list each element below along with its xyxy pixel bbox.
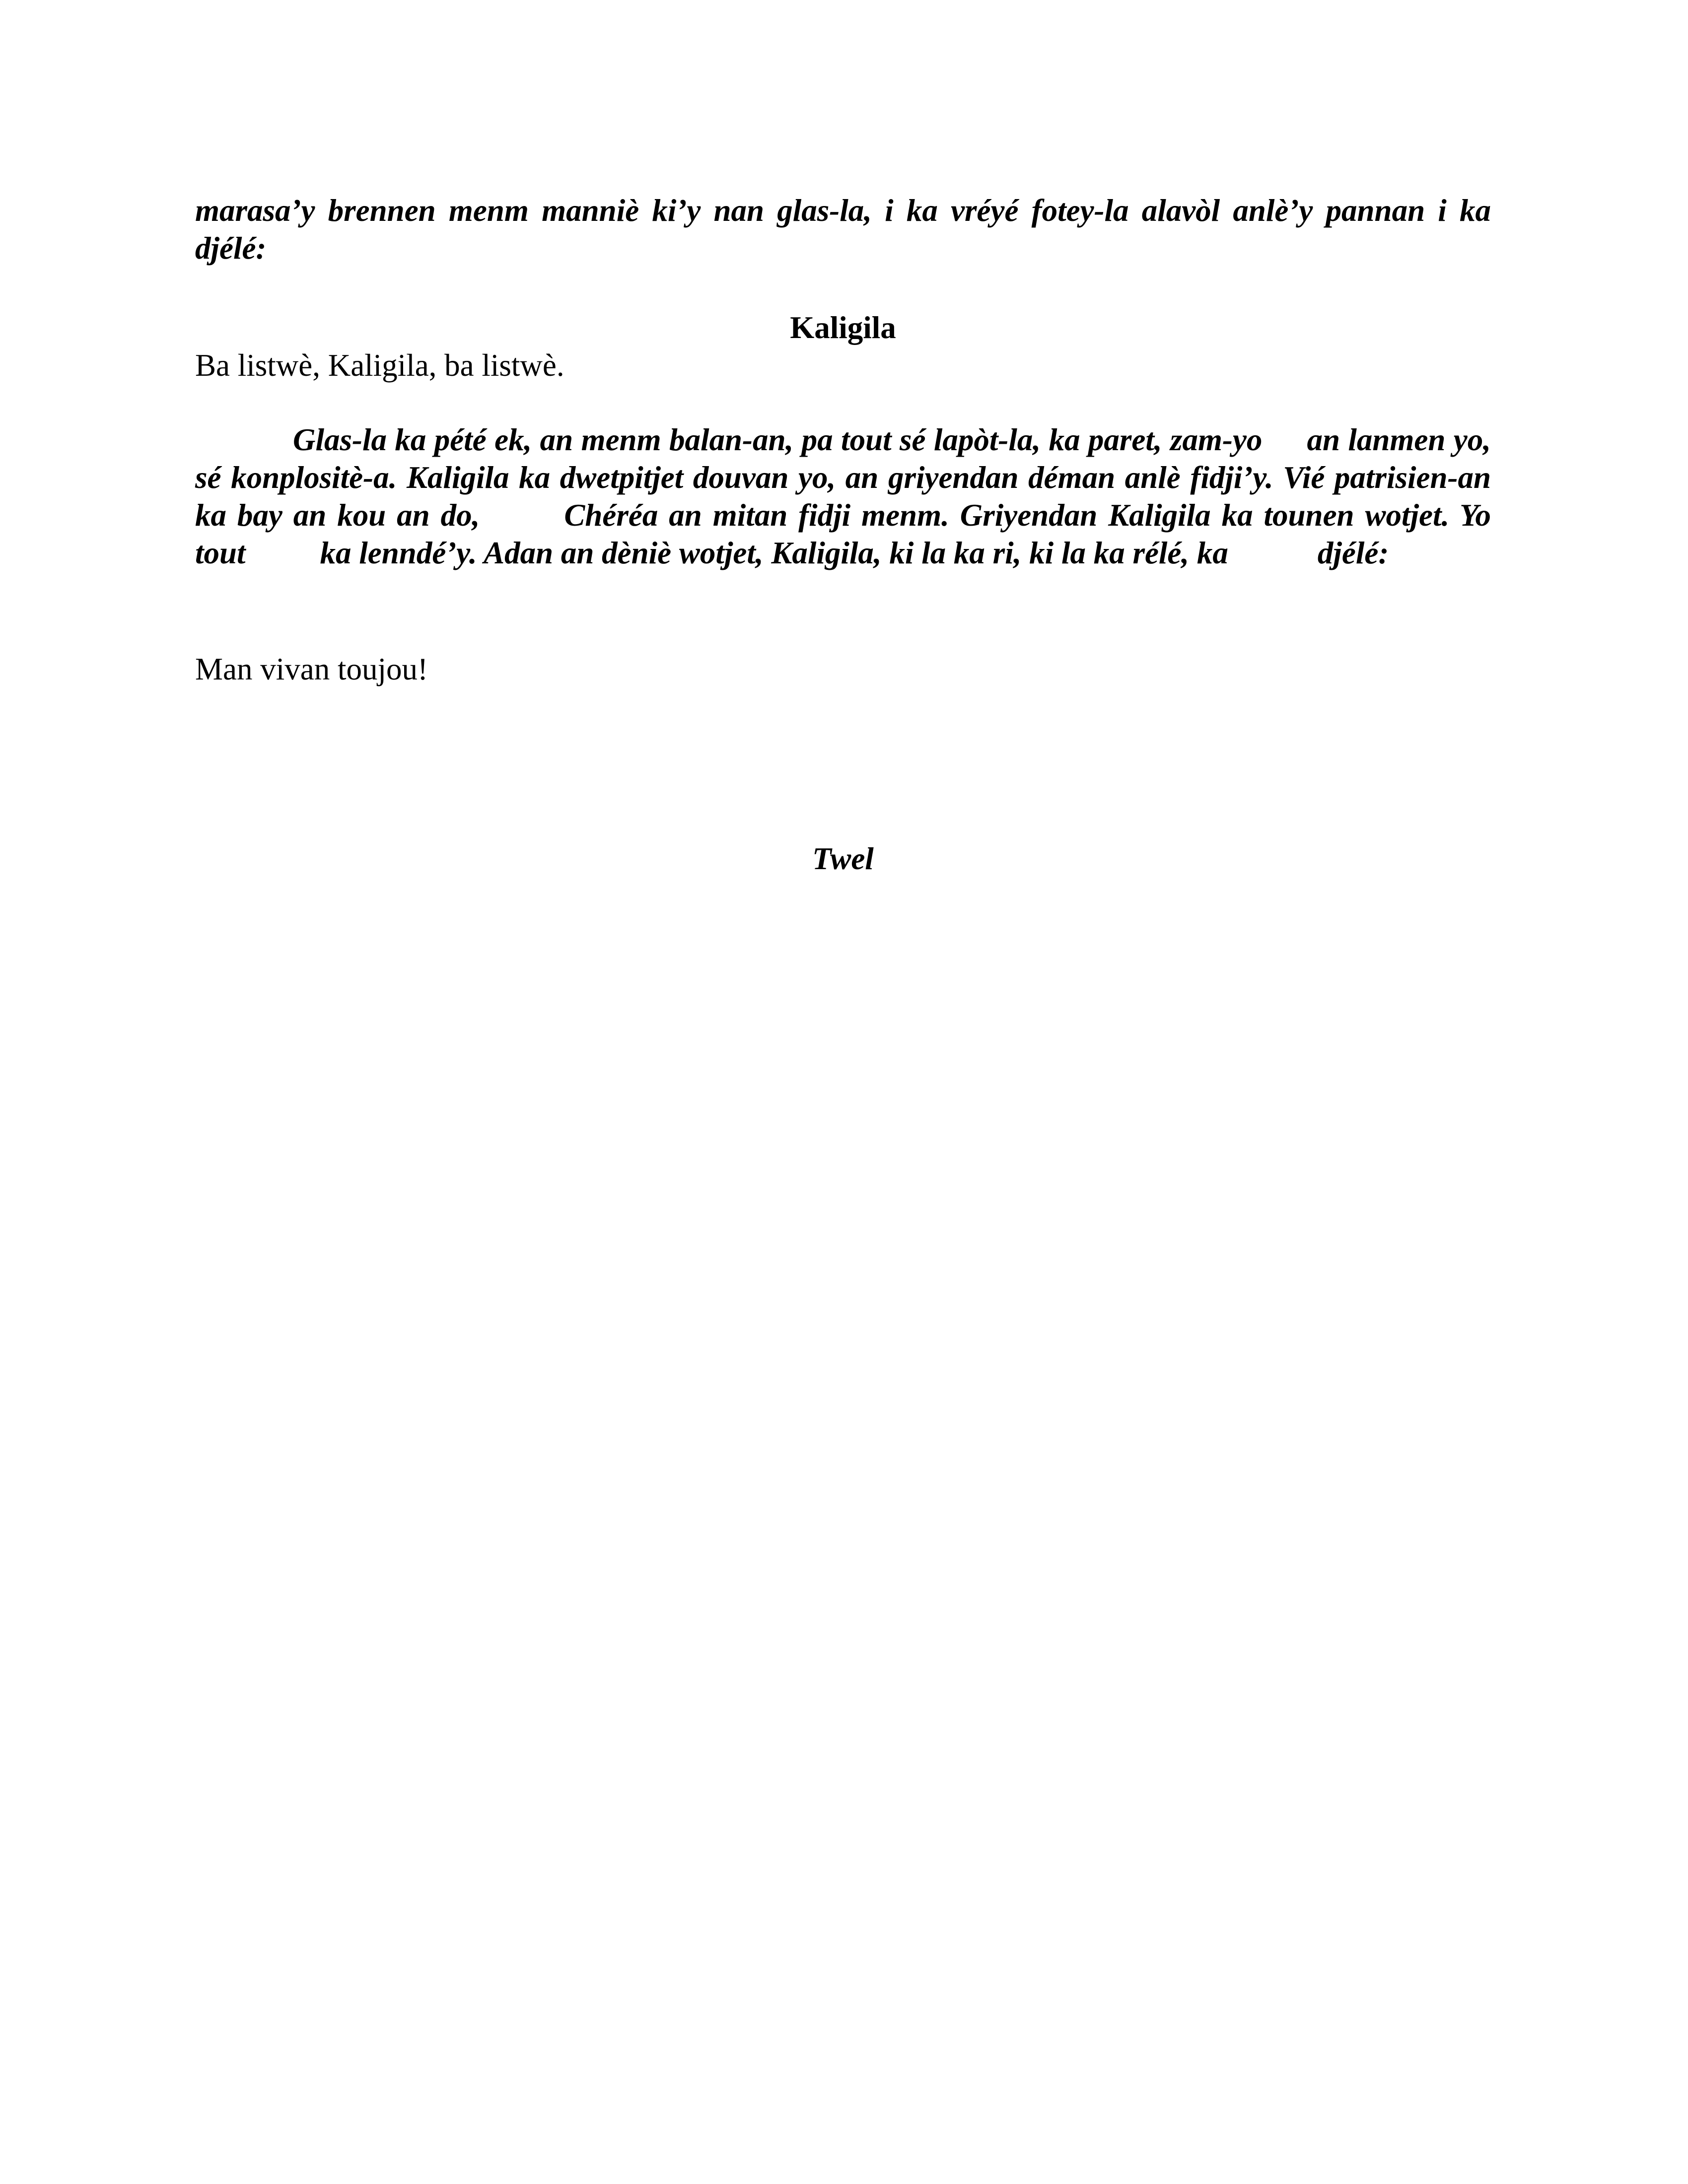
stage-direction-paragraph: marasa’y brennen menm manniè ki’y nan glas-la, i ka vréyé fotey-la alavòl anlè’y pannan i ka djélé: — [195, 193, 1491, 266]
stage-direction-text: an lanmen yo, sé konplositè-a. Kaligila ka dwetpitjet douvan yo, an griyendan déman anlè fidji’y. Vié patrisien-an ka bay an kou an do, — [195, 422, 1491, 533]
end-mark: Twel — [812, 841, 874, 876]
dialogue-line: Man vivan toujou! — [195, 652, 428, 686]
stage-direction-text: Chéréa an mitan fidji menm. Griyendan Kaligila ka tounen wotjet. Yo tout — [195, 498, 1491, 570]
dialogue-line: Ba listwè, Kaligila, ba listwè. — [195, 348, 564, 383]
stage-direction-text: ka lenndé’y. Adan an dèniè wotjet, Kaligila, ki la ka ri, ki la ka rélé, ka — [320, 536, 1228, 570]
stage-direction-text: Glas-la ka pété ek, an menm balan-an, pa tout sé lapòt-la, ka paret, zam-yo — [293, 422, 1263, 457]
stage-direction-text: djélé: — [1317, 536, 1389, 570]
speaker-name-heading: Kaligila — [790, 310, 896, 345]
stage-direction-paragraph — [195, 421, 1491, 572]
